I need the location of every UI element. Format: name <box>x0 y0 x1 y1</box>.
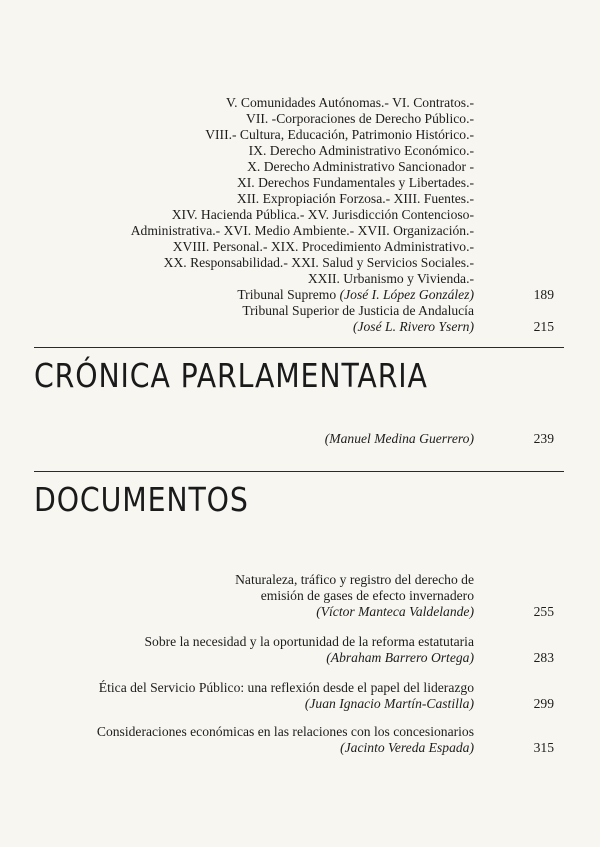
tribunal-label[interactable]: Tribunal Superior de Justicia de Andalucía <box>242 303 474 318</box>
tribunal-label: Tribunal Supremo <box>237 287 337 302</box>
entry-title[interactable]: Naturaleza, tráfico y registro del derecho de <box>235 572 474 587</box>
page-number: 215 <box>533 319 554 334</box>
entry-title[interactable]: Sobre la necesidad y la oportunidad de la reforma estatutaria <box>144 634 474 649</box>
entry-author: (José L. Rivero Ysern) <box>352 319 474 334</box>
toc-line: XXII. Urbanismo y Vivienda.- <box>307 271 474 286</box>
toc-line: VIII.- Cultura, Educación, Patrimonio Histórico.- <box>205 127 474 142</box>
toc-line: XVIII. Personal.- XIX. Procedimiento Administrativo.- <box>172 239 474 254</box>
page-number: 283 <box>533 650 554 665</box>
entry-author[interactable]: (Manuel Medina Guerrero) <box>324 431 474 446</box>
page-number: 315 <box>533 740 554 755</box>
section-divider <box>34 471 564 472</box>
toc-line: IX. Derecho Administrativo Económico.- <box>248 143 474 158</box>
page-number: 239 <box>533 431 554 446</box>
page-number: 189 <box>533 287 554 302</box>
page-number: 255 <box>533 604 554 619</box>
toc-line: XII. Expropiación Forzosa.- XIII. Fuentes.- <box>236 191 474 206</box>
entry-title[interactable]: Ética del Servicio Público: una reflexión desde el papel del liderazgo <box>98 680 474 695</box>
toc-line: VII. -Corporaciones de Derecho Público.- <box>246 111 474 126</box>
toc-line: Administrativa.- XVI. Medio Ambiente.- XVII. Organización.- <box>130 223 474 238</box>
toc-line: X. Derecho Administrativo Sancionador - <box>247 159 474 174</box>
toc-line: XI. Derechos Fundamentales y Libertades.- <box>236 175 474 190</box>
entry-author: (Juan Ignacio Martín-Castilla) <box>304 696 474 711</box>
toc-line: XX. Responsabilidad.- XXI. Salud y Servicios Sociales.- <box>163 255 474 270</box>
entry-author: (José I. López González) <box>339 287 474 302</box>
tribunal-entry[interactable] <box>237 287 474 303</box>
entry-title[interactable]: Consideraciones económicas en las relaciones con los concesionarios <box>96 724 474 739</box>
section-divider <box>34 347 564 348</box>
page-number: 299 <box>533 696 554 711</box>
entry-author: (Víctor Manteca Valdelande) <box>316 604 474 619</box>
section-heading-documentos: DOCUMENTOS <box>34 480 249 519</box>
section-heading-cronica: CRÓNICA PARLAMENTARIA <box>34 356 428 395</box>
entry-title[interactable]: emisión de gases de efecto invernadero <box>260 588 474 603</box>
entry-author: (Jacinto Vereda Espada) <box>340 740 474 755</box>
toc-line: XIV. Hacienda Pública.- XV. Jurisdicción Contencioso- <box>171 207 474 222</box>
toc-line: V. Comunidades Autónomas.- VI. Contratos.- <box>226 95 474 110</box>
entry-author: (Abraham Barrero Ortega) <box>326 650 474 665</box>
